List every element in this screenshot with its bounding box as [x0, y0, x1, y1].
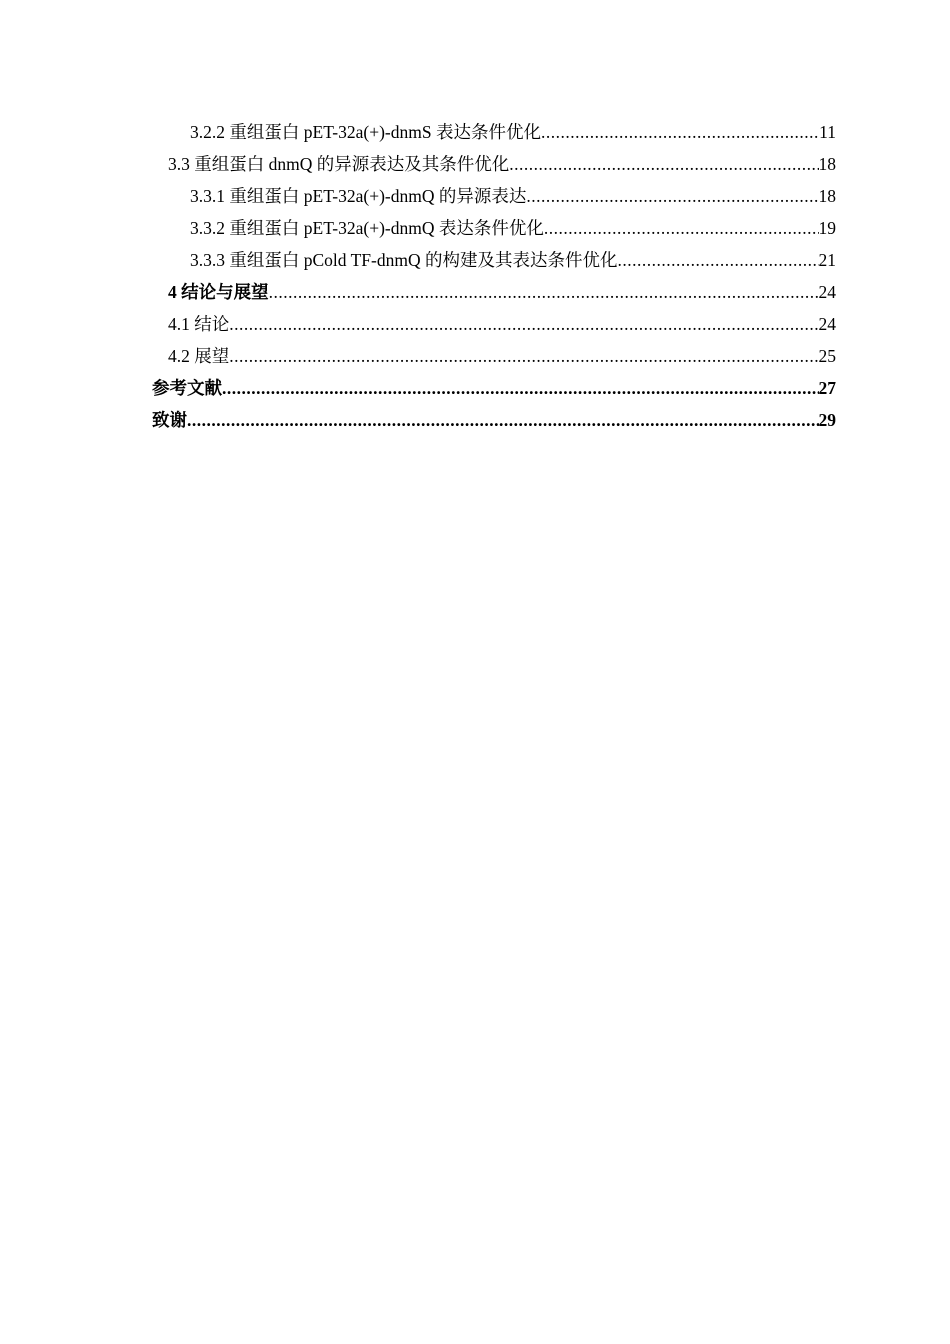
toc-entry-title: 3.3.2 重组蛋白 pET-32a(+)-dnmQ 表达条件优化	[190, 218, 544, 238]
toc-dot-leader	[229, 340, 818, 372]
table-of-contents	[152, 116, 836, 436]
toc-dot-leader	[526, 180, 818, 212]
toc-entry-page: 21	[818, 250, 836, 270]
toc-dot-leader	[269, 276, 819, 308]
toc-dot-leader	[187, 404, 819, 436]
toc-entry-title: 4.2 展望	[168, 346, 230, 366]
toc-entry-page: 27	[818, 378, 836, 398]
toc-entry-title: 3.3.1 重组蛋白 pET-32a(+)-dnmQ 的异源表达	[190, 186, 527, 206]
toc-entry-title: 4.1 结论	[168, 314, 230, 334]
toc-entry-3-3-3[interactable]	[152, 244, 836, 276]
toc-entry-4-2[interactable]	[152, 340, 836, 372]
toc-dot-leader	[541, 116, 819, 148]
toc-dot-leader	[229, 308, 818, 340]
toc-entry-page: 19	[818, 218, 836, 238]
toc-entry-page: 18	[818, 154, 836, 174]
toc-entry-page: 18	[818, 186, 836, 206]
toc-entry-title: 3.2.2 重组蛋白 pET-32a(+)-dnmS 表达条件优化	[190, 122, 541, 142]
toc-dot-leader	[544, 212, 819, 244]
toc-entry-3-3-1[interactable]	[152, 180, 836, 212]
toc-entry-title: 4 结论与展望	[168, 282, 269, 302]
toc-entry-page: 11	[819, 122, 836, 142]
toc-entry-page: 29	[818, 410, 836, 430]
toc-entry-4[interactable]	[152, 276, 836, 308]
toc-entry-acknowledgements[interactable]	[152, 404, 836, 436]
toc-entry-3-3[interactable]	[152, 148, 836, 180]
toc-dot-leader	[222, 372, 819, 404]
toc-dot-leader	[509, 148, 818, 180]
toc-entry-page: 25	[818, 346, 836, 366]
toc-entry-title: 3.3 重组蛋白 dnmQ 的异源表达及其条件优化	[168, 154, 510, 174]
toc-entry-title: 3.3.3 重组蛋白 pCold TF-dnmQ 的构建及其表达条件优化	[190, 250, 618, 270]
toc-dot-leader	[617, 244, 818, 276]
toc-entry-title: 致谢	[152, 410, 187, 430]
toc-entry-title: 参考文献	[152, 378, 222, 398]
toc-entry-page: 24	[818, 282, 836, 302]
toc-entry-references[interactable]	[152, 372, 836, 404]
toc-entry-4-1[interactable]	[152, 308, 836, 340]
toc-entry-3-3-2[interactable]	[152, 212, 836, 244]
toc-entry-page: 24	[818, 314, 836, 334]
toc-entry-3-2-2[interactable]	[152, 116, 836, 148]
